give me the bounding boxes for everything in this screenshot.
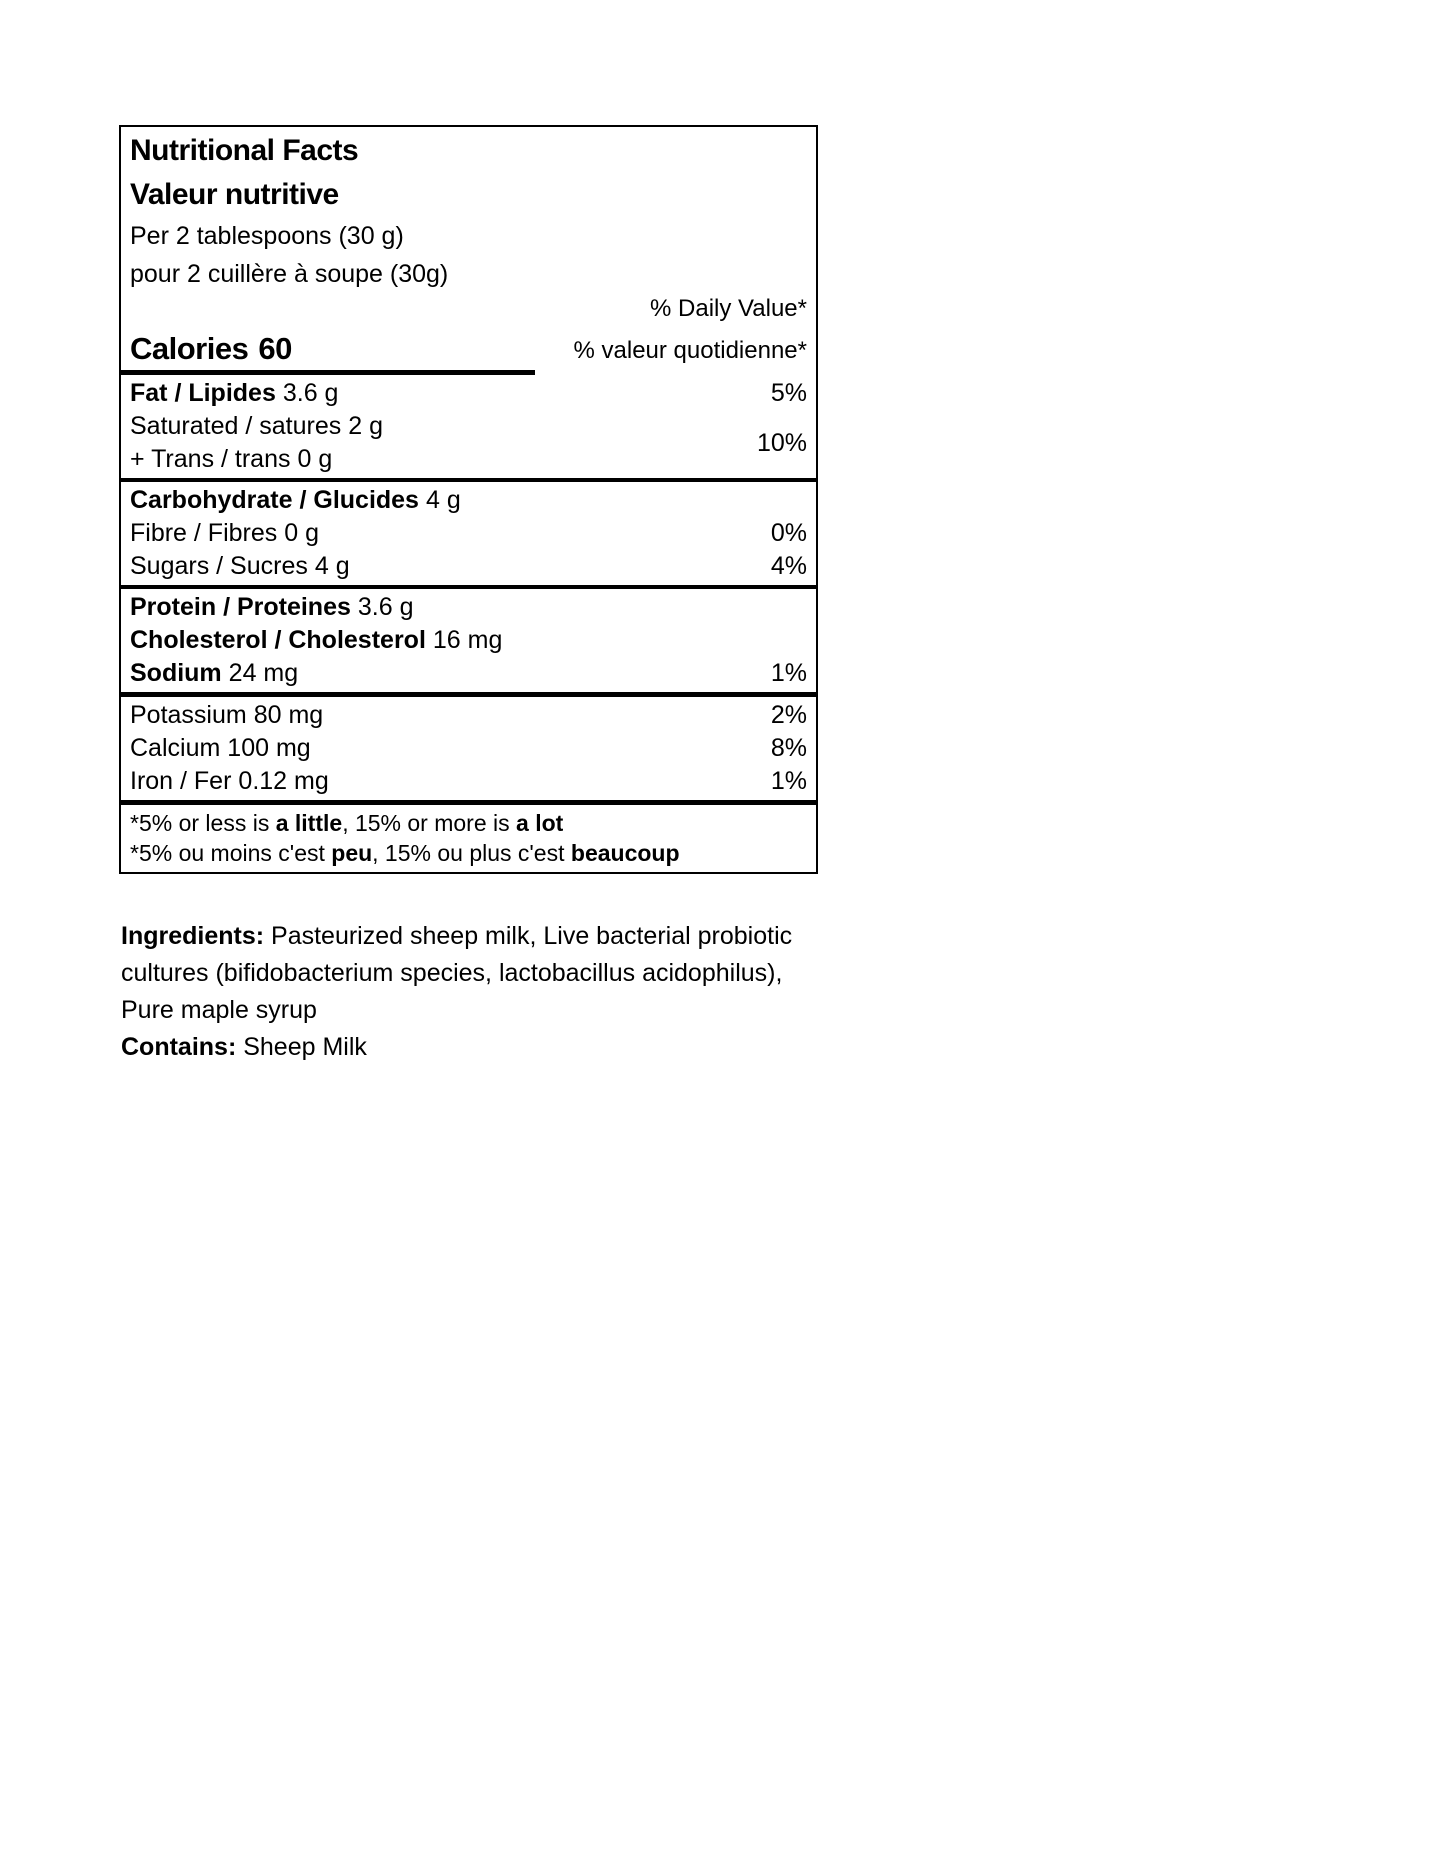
footnote-fr xyxy=(130,838,807,868)
label-title-en: Nutritional Facts xyxy=(130,134,359,167)
potassium-row xyxy=(130,699,807,732)
calcium-name: Calcium xyxy=(130,734,221,762)
calcium-dv: 8% xyxy=(770,734,807,762)
ingredients-heading: Ingredients: xyxy=(121,922,265,950)
carbohydrate-amount: 4 g xyxy=(425,486,461,514)
footnote-en-bold2: a lot xyxy=(516,810,564,836)
protein-row xyxy=(130,591,807,624)
footnote-en xyxy=(130,808,807,838)
footnote-section xyxy=(121,800,816,871)
carbohydrate-label xyxy=(130,484,461,517)
iron-name: Iron / Fer xyxy=(130,767,232,795)
fibre-name: Fibre / Fibres xyxy=(130,519,278,547)
fibre-amount: 0 g xyxy=(284,519,320,547)
carbohydrate-row xyxy=(130,484,807,517)
fat-section xyxy=(121,375,816,478)
protein-name: Protein / Proteines xyxy=(130,593,351,621)
calories xyxy=(130,331,292,367)
potassium-dv: 2% xyxy=(770,701,807,729)
protein-amount: 3.6 g xyxy=(357,593,414,621)
fat-dv: 5% xyxy=(770,379,807,407)
serving-size-en: Per 2 tablespoons (30 g) xyxy=(130,222,404,250)
serving-size-fr: pour 2 cuillère à soupe (30g) xyxy=(130,260,449,288)
fibre-label xyxy=(130,517,319,550)
minerals-section xyxy=(121,692,816,800)
calcium-amount: 100 mg xyxy=(227,734,311,762)
sugars-label xyxy=(130,550,350,583)
saturated-name: Saturated / satures xyxy=(130,412,342,440)
footnote-fr-bold2: beaucoup xyxy=(570,840,680,866)
iron-label xyxy=(130,765,329,798)
contains-text: Sheep Milk xyxy=(236,1033,367,1061)
sodium-row xyxy=(130,657,807,690)
carbohydrate-section xyxy=(121,478,816,585)
footnote-en-text1: *5% or less is xyxy=(130,810,276,836)
cholesterol-label xyxy=(130,624,502,657)
label-title-fr: Valeur nutritive xyxy=(130,178,339,211)
protein-label xyxy=(130,591,414,624)
ingredients-line-1 xyxy=(121,918,801,955)
calories-label: Calories xyxy=(130,331,249,366)
sugars-amount: 4 g xyxy=(314,552,350,580)
nutrition-facts-label xyxy=(119,125,818,874)
ingredients-text-1: Pasteurized sheep milk, Live bacterial probiotic xyxy=(264,922,793,950)
footnote-fr-text2: , 15% ou plus c'est xyxy=(372,840,571,866)
cholesterol-amount: 16 mg xyxy=(432,626,503,654)
iron-amount: 0.12 mg xyxy=(238,767,329,795)
calcium-row xyxy=(130,732,807,765)
cholesterol-name: Cholesterol / Cholesterol xyxy=(130,626,426,654)
cholesterol-row xyxy=(130,624,807,657)
sodium-dv: 1% xyxy=(770,659,807,687)
daily-value-header-fr: % valeur quotidienne* xyxy=(573,337,807,364)
trans-name: + Trans / trans xyxy=(130,445,291,473)
footnote-en-bold1: a little xyxy=(275,810,343,836)
fat-name: Fat / Lipides xyxy=(130,379,276,407)
saturated-row xyxy=(130,410,383,443)
sodium-name: Sodium xyxy=(130,659,222,687)
protein-section xyxy=(121,585,816,692)
saturated-trans-labels xyxy=(130,410,383,476)
ingredients-line-2: cultures (bifidobacterium species, lactobacillus acidophilus), xyxy=(121,959,783,987)
carbohydrate-name: Carbohydrate / Glucides xyxy=(130,486,419,514)
sodium-amount: 24 mg xyxy=(228,659,299,687)
daily-value-header-en: % Daily Value* xyxy=(650,295,807,322)
sugars-dv: 4% xyxy=(770,552,807,580)
fat-label xyxy=(130,377,338,410)
calories-row xyxy=(121,327,816,367)
potassium-amount: 80 mg xyxy=(253,701,324,729)
ingredients-block xyxy=(121,918,801,1066)
iron-dv: 1% xyxy=(770,767,807,795)
sugars-row xyxy=(130,550,807,583)
fat-amount: 3.6 g xyxy=(282,379,339,407)
trans-row xyxy=(130,443,383,476)
fat-row xyxy=(130,377,807,410)
ingredients-line-3: Pure maple syrup xyxy=(121,996,317,1024)
fibre-row xyxy=(130,517,807,550)
calories-value: 60 xyxy=(258,331,292,366)
sugars-name: Sugars / Sucres xyxy=(130,552,308,580)
sodium-label xyxy=(130,657,298,690)
saturated-trans-group xyxy=(130,410,807,476)
footnote-fr-bold1: peu xyxy=(331,840,373,866)
iron-row xyxy=(130,765,807,798)
footnote-fr-text1: *5% ou moins c'est xyxy=(130,840,332,866)
potassium-label xyxy=(130,699,323,732)
footnote-en-text2: , 15% or more is xyxy=(342,810,517,836)
trans-amount: 0 g xyxy=(297,445,333,473)
fibre-dv: 0% xyxy=(770,519,807,547)
contains-line xyxy=(121,1029,801,1066)
potassium-name: Potassium xyxy=(130,701,247,729)
contains-heading: Contains: xyxy=(121,1033,237,1061)
saturated-trans-dv: 10% xyxy=(756,428,807,457)
calcium-label xyxy=(130,732,311,765)
saturated-amount: 2 g xyxy=(348,412,383,440)
